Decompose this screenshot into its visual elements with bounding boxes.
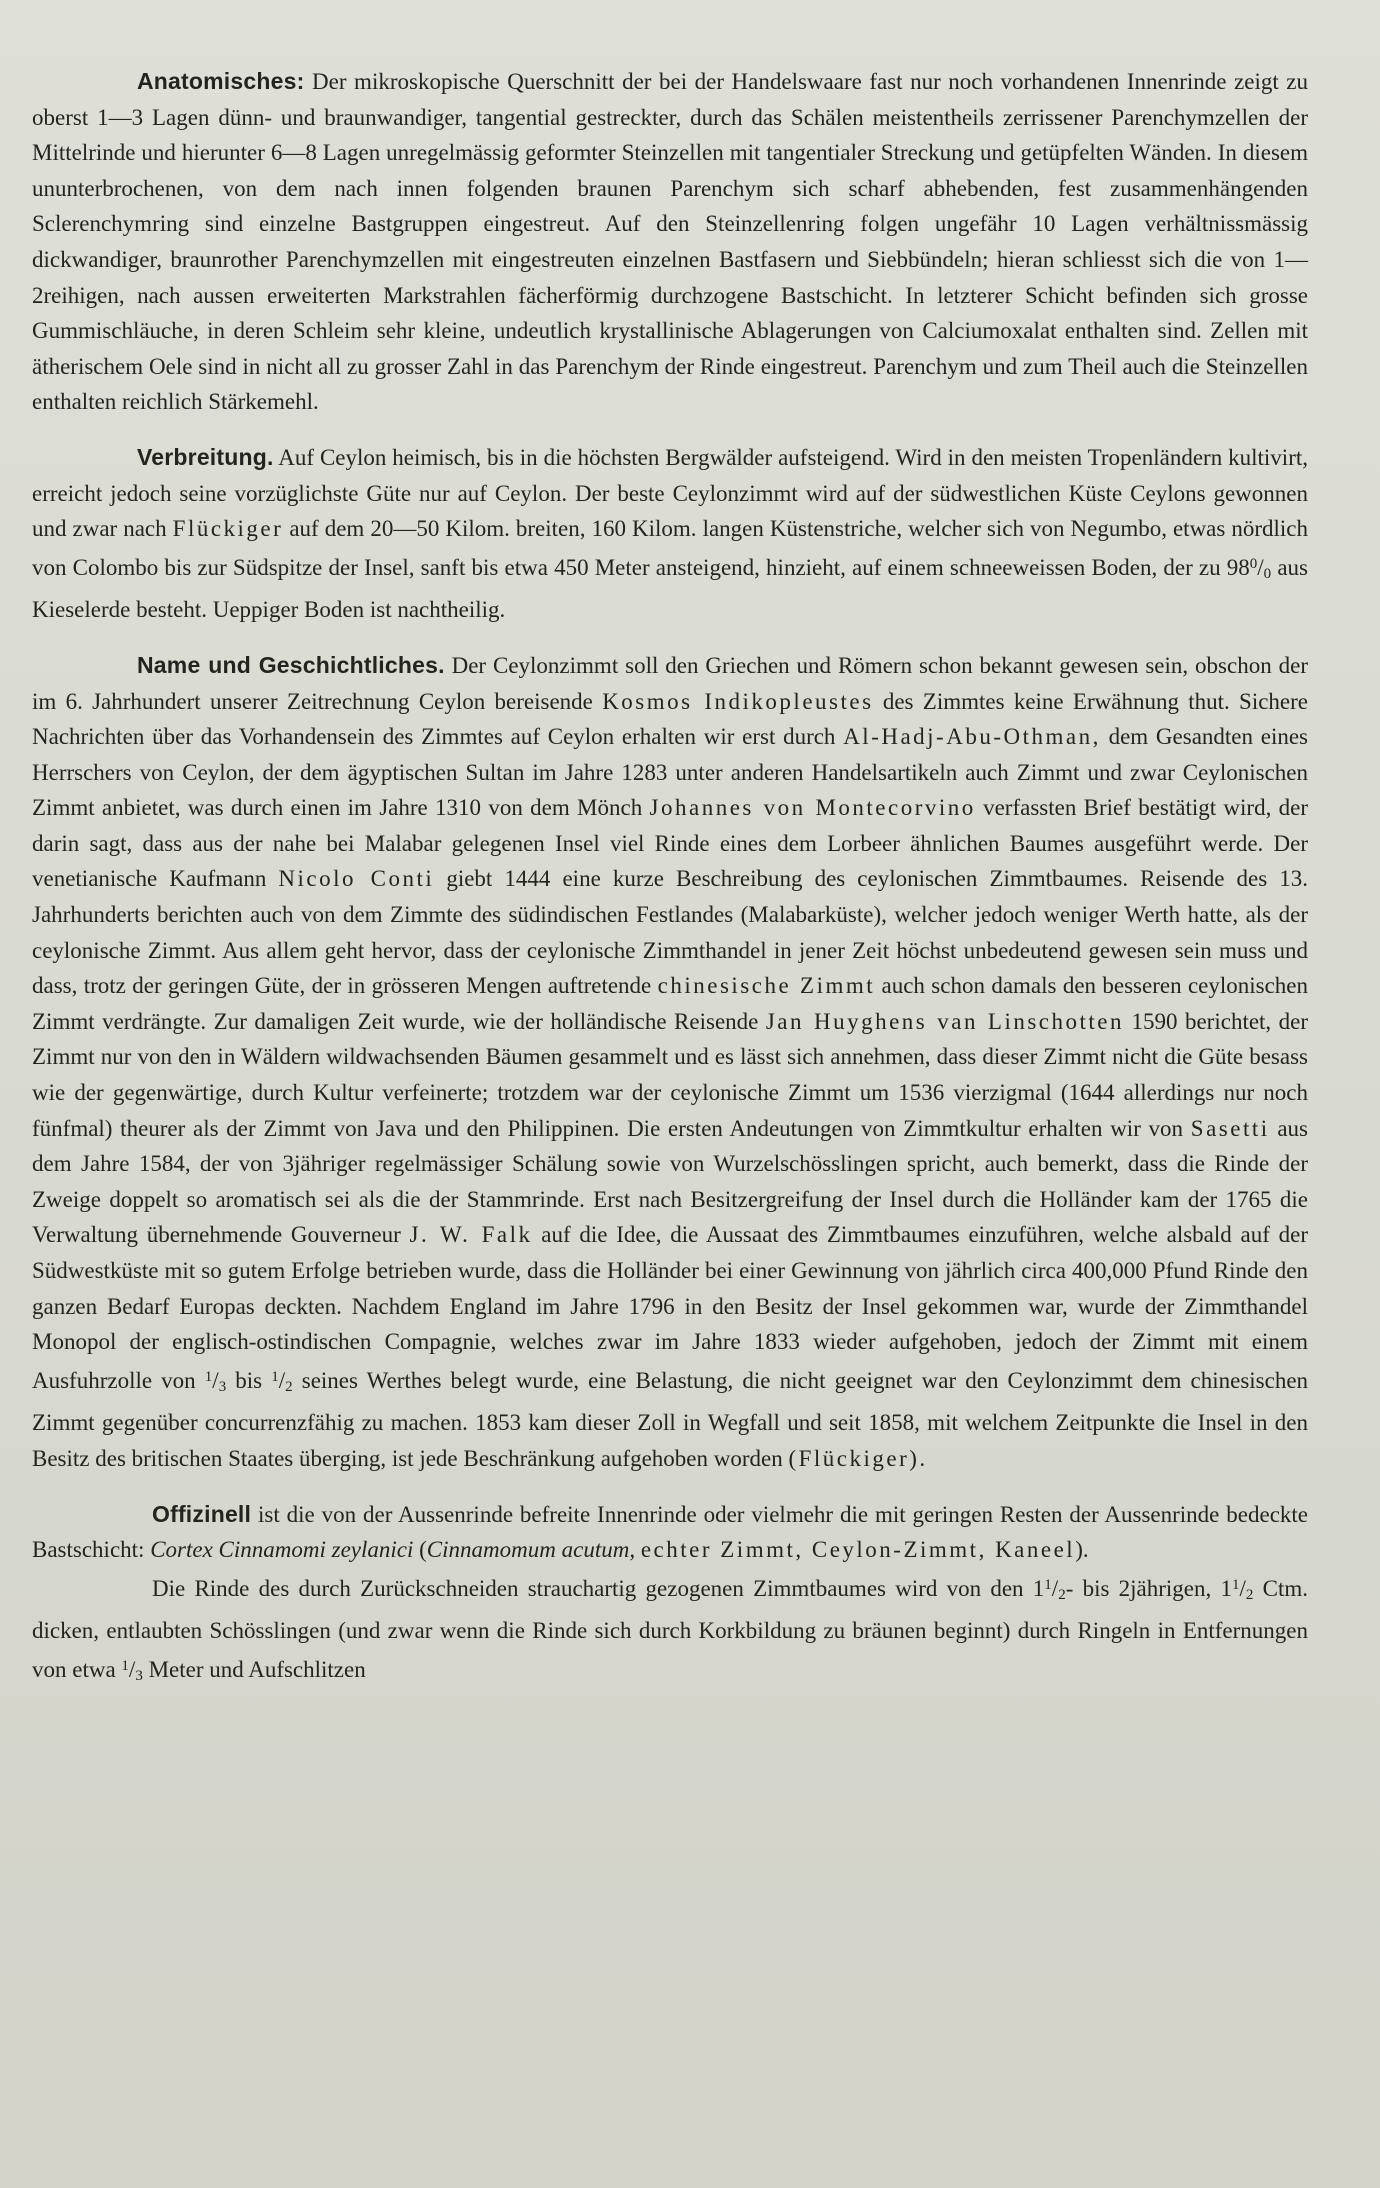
verbreitung-text-b: auf dem 20—50 Kilom. breiten, 160 Kilom. langen Küstenstriche, welcher sich von Negumbo, etwas nördlich von Colombo bis zur Südspitze der Insel, sanft bis etwa 450 Meter ansteigend, hinzieht, auf einem schneeweissen Boden, der zu 98 bbox=[32, 516, 1308, 580]
heading-geschichte: Name und Geschichtliches. bbox=[137, 651, 445, 678]
heading-anatomisches: Anatomisches: bbox=[137, 68, 305, 94]
geschichte-text-7: 1590 berichtet, der Zimmt nur von den in Wäldern wildwachsenden Bäumen gesammelt und es lässt sich annehmen, dass dieser Zimmt nicht die Güte besass wie der gegenwärtige, durch Kultur verfeinerte; trotzdem war der ceylonische Zimmt um 1536 vierzigmal (1644 allerdings nur noch fünfmal) theurer als der Zimmt von Java und den Philippinen. Die ersten Andeutungen von Zimmtkultur erhalten wir von bbox=[32, 1008, 1309, 1141]
name-sasetti: Sasetti bbox=[1190, 1115, 1270, 1141]
name-kosmos: Kosmos Indikopleustes bbox=[602, 688, 874, 714]
name-al-hadj: Al-Hadj-Abu-Othman, bbox=[843, 724, 1101, 750]
geschichte-text-3: dem Gesandten eines Herrschers von Ceylon, der dem ägyptischen Sultan im Jahre 1283 unter anderen Handelsartikeln auch Zimmt und zwar Ceylonischen Zimmt anbietet, was durch einen im Jahre 1310 von dem Mönch bbox=[32, 724, 1309, 821]
rinde-text-4: Meter und Aufschlitzen bbox=[148, 1656, 366, 1682]
rinde-number-1: 1 bbox=[1032, 1575, 1045, 1601]
rinde-text-1: Die Rinde des durch Zurückschneiden strauchartig gezogenen Zimmtbaumes wird von den bbox=[152, 1575, 1024, 1601]
rinde-frac-2-den: 2 bbox=[1245, 1586, 1254, 1603]
latin-name-1: Cortex Cinnamomi zeylanici bbox=[150, 1537, 414, 1563]
percent-subscript: 0 bbox=[1263, 565, 1272, 582]
percent-superscript: 0 bbox=[1249, 555, 1258, 572]
paragraph-offizinell bbox=[32, 1497, 1308, 1568]
name-flueckiger: Flückiger bbox=[172, 516, 284, 542]
rinde-frac-1-num: 1 bbox=[1044, 1576, 1052, 1593]
geschichte-text-9: auf die Idee, die Aussaat des Zimmtbaumes einzuführen, welche alsbald auf der Südwestküste mit so gutem Erfolge betrieben wurde, dass die Holländer bei einer Gewinnung von jährlich circa 400,000 Pfund Rinde den ganzen Bedarf Europas deckten. Nachdem England im Jahre 1796 in den Besitz der Insel gekommen war, wurde der Zimmthandel Monopol der englisch-ostindischen Compagnie, welches zwar im Jahre 1833 wieder aufgehoben, jedoch der Zimmt mit einem Ausfuhrzolle von bbox=[32, 1222, 1309, 1393]
geschichte-text-6: auch schon damals den besseren ceylonischen Zimmt verdrängte. Zur damaligen Zeit wurde, wie der holländische Reisende bbox=[32, 973, 1309, 1034]
geschichte-text-2: des Zimmtes keine Erwähnung thut. Sichere Nachrichten über das Vorhandensein des Zimmtes auf Ceylon erhalten wir erst durch bbox=[32, 688, 1309, 750]
geschichte-text-5: giebt 1444 eine kurze Beschreibung des ceylonischen Zimmtbaumes. Reisende des 13. Jahrhunderts berichten auch von dem Zimmte des südindischen Festlandes (Malabarküste), welcher jedoch weniger Werth hatte, als der ceylonische Zimmt. Aus allem geht hervor, dass der ceylonische Zimmthandel in jener Zeit höchst unbedeutend gewesen sein muss und dass, trotz der geringen Güte, der in grösseren Mengen auftretende bbox=[32, 866, 1309, 999]
fraction-b-numerator: 1 bbox=[271, 1368, 279, 1385]
rinde-frac-2-num: 1 bbox=[1232, 1576, 1240, 1593]
geschichte-text-4: verfassten Brief bestätigt wird, der darin sagt, dass aus der nahe bei Malabar gelegenen Insel viel Rinde eines dem Lorbeer ähnlichen Baumes ausgeführt werde. Der venetianische Kaufmann bbox=[32, 795, 1309, 892]
geschichte-text-1: Der Ceylonzimmt soll den Griechen und Römern schon bekannt gewesen sein, obschon der im 6. Jahrhundert unserer Zeitrechnung Ceylon bereisende bbox=[32, 652, 1308, 714]
rinde-text-3: Ctm. dicken, entlaubten Schösslingen (und zwar wenn die Rinde sich durch Korkbildung zu bräunen beginnt) durch Ringeln in Entfernungen von etwa bbox=[32, 1575, 1309, 1682]
verbreitung-text-a: Auf Ceylon heimisch, bis in die höchsten Bergwälder aufsteigend. Wird in den meisten Tropenländern kultivirt, erreicht jedoch seine vorzüglichste Güte nur auf Ceylon. Der beste Ceylonzimmt wird auf der südwestlichen Küste Ceylons gewonnen und zwar nach bbox=[32, 444, 1308, 542]
name-chinesische-zimmt: chinesische Zimmt bbox=[657, 973, 876, 999]
fraction-a-denominator: 3 bbox=[218, 1378, 227, 1395]
fraction-a-numerator: 1 bbox=[204, 1368, 213, 1385]
rinde-frac-1-den: 2 bbox=[1058, 1586, 1066, 1603]
rinde-text-2: - bis 2jährigen, bbox=[1065, 1575, 1212, 1601]
name-nicolo-conti: Nicolo Conti bbox=[278, 866, 435, 892]
name-falk: J. W. Falk bbox=[409, 1222, 533, 1248]
open-paren: ( bbox=[419, 1537, 427, 1563]
offizinell-text: ist die von der Aussenrinde befreite Innenrinde oder vielmehr die mit geringen Resten der Aussenrinde bedeckte Bastschicht: bbox=[32, 1501, 1308, 1563]
latin-name-2: Cinnamomum acutum, bbox=[426, 1537, 636, 1563]
verbreitung-text-c: aus Kieselerde besteht. Ueppiger Boden ist nachtheilig. bbox=[32, 554, 1308, 623]
heading-offizinell: Offizinell bbox=[152, 1500, 252, 1527]
rinde-frac-3-num: 1 bbox=[121, 1657, 129, 1674]
fraction-b-denominator: 2 bbox=[285, 1378, 293, 1395]
geschichte-text-8: aus dem Jahre 1584, der von 3jähriger regelmässiger Schälung sowie von Wurzelschösslingen spricht, auch bemerkt, dass die Rinde der Zweige doppelt so aromatisch sei als die der Stammrinde. Erst nach Besitzergreifung der Insel durch die Holländer kam der 1765 die Verwaltung übernehmende Gouverneur bbox=[32, 1115, 1309, 1248]
geschichte-text-11: seines Werthes belegt wurde, eine Belastung, die nicht geeignet war den Ceylonzimmt dem chinesischen Zimmt gegenüber concurrenzfähig zu machen. 1853 kam dieser Zoll in Wegfall und seit 1858, mit welchem Zeitpunkte die Insel in den Besitz des britischen Staates überging, ist jede Beschränkung aufgehoben worden bbox=[32, 1367, 1309, 1471]
anatomisches-text: Der mikroskopische Querschnitt der bei der Handelswaare fast nur noch vorhandenen Innenrinde zeigt zu oberst 1—3 Lagen dünn- und braunwandiger, tangential gestreckter, durch das Schälen meistentheils zerrissener Parenchymzellen der Mittelrinde und hierunter 6—8 Lagen unregelmässig geformter Steinzellen mit tangentialer Streckung und getüpfelten Wänden. In diesem ununterbrochenen, von dem nach innen folgenden braunen Parenchym sich scharf abhebenden, fest zusammenhängenden Sclerenchymring sind einzelne Bastgruppen eingestreut. Auf den Steinzellenring folgen ungefähr 10 Lagen verhältnissmässig dickwandiger, braunrother Parenchymzellen mit eingestreuten einzelnen Bastfasern und Siebbündeln; hieran schliesst sich die von 1—2reihigen, nach aussen erweiterten Markstrahlen fächerförmig durchzogene Bastschicht. In letzterer Schicht befinden sich grosse Gummischläuche, in deren Schleim sehr kleine, undeutlich krystallinische Ablagerungen von Calciumoxalat enthalten sind. Zellen mit ätherischem Oele sind in nicht all zu grosser Zahl in das Parenchym der Rinde eingestreut. Parenchym und zum Theil auch die Steinzellen enthalten reichlich Stärkemehl. bbox=[32, 69, 1309, 415]
heading-verbreitung: Verbreitung. bbox=[137, 443, 274, 470]
paragraph-anatomisches bbox=[32, 64, 1308, 420]
geschichte-text-10: bis bbox=[235, 1367, 263, 1393]
common-names: echter Zimmt, Ceylon-Zimmt, Kaneel bbox=[640, 1537, 1076, 1563]
paragraph-geschichte: Name und Geschichtliches. Der Ceylonzimmt soll den Griechen und Römern schon bekannt gewesen sein, obschon der im 6. Jahrhundert unserer Zeitrechnung Ceylon bereisende Kosmos Indikopleustes des Zimmtes keine Erwähnung thut. Sichere Nachrichten über das Vorhandensein des Zimmtes auf Ceylon erhalten wir erst durch Al-Hadj-Abu-Othman, dem Gesandten eines Herrschers von Ceylon, der dem ägyptischen Sultan im Jahre 1283 unter anderen Handelsartikeln auch Zimmt und zwar Ceylonischen Zimmt anbietet, was durch einen im Jahre 1310 von dem Mönch Johannes von Montecorvino verfassten Brief bestätigt wird, der darin sagt, dass aus der nahe bei Malabar gelegenen Insel viel Rinde eines dem Lorbeer ähnlichen Baumes ausgeführt werde. Der venetianische Kaufmann Nicolo Conti giebt 1444 eine kurze Beschreibung des ceylonischen Zimmtbaumes. Reisende des 13. Jahrhunderts berichten auch von dem Zimmte des südindischen Festlandes (Malabarküste), welcher jedoch weniger Werth hatte, als der ceylonische Zimmt. Aus allem geht hervor, dass der ceylonische Zimmthandel in jener Zeit höchst unbedeutend gewesen sein muss und dass, trotz der geringen Güte, der in grösseren Mengen auftretende chinesische Zimmt auch schon damals den besseren ceylonischen Zimmt verdrängte. Zur damaligen Zeit wurde, wie der holländische Reisende Jan Huyghens van Linschotten 1590 berichtet, der Zimmt nur von den in Wäldern wildwachsenden Bäumen gesammelt und es lässt sich annehmen, dass dieser Zimmt nicht die Güte besass wie der gegenwärtige, durch Kultur verfeinerte; trotzdem war der ceylonische Zimmt um 1536 vierzigmal (1644 allerdings nur noch fünfmal) theurer als der Zimmt von Java und den Philippinen. Die ersten Andeutungen von Zimmtkultur erhalten wir von Sasetti aus dem Jahre 1584, der von 3jähriger regelmässiger Schälung sowie von Wurzelschösslingen spricht, auch bemerkt, dass die Rinde der Zweige doppelt so aromatisch sei als die der Stammrinde. Erst nach Besitzergreifung der Insel durch die Holländer kam der 1765 die Verwaltung übernehmende Gouverneur J. W. Falk auf die Idee, die Aussaat des Zimmtbaumes einzuführen, welche alsbald auf der Südwestküste mit so gutem Erfolge betrieben wurde, dass die Holländer bei einer Gewinnung von jährlich circa 400,000 Pfund Rinde den ganzen Bedarf Europas deckten. Nachdem England im Jahre 1796 in den Besitz der Insel gekommen war, wurde der Zimmthandel Monopol der englisch-ostindischen Compagnie, welches zwar im Jahre 1833 wieder aufgehoben, jedoch der Zimmt mit einem Ausfuhrzolle von $^1$/3 bis $^1$/2 seines Werthes belegt wurde, eine Belastung, die nicht geeignet war den Ceylonzimmt dem chinesischen Zimmt gegenüber concurrenzfähig zu machen. 1853 kam dieser Zoll in Wegfall und seit 1858, mit welchem Zeitpunkte die Insel in den Besitz des britischen Staates überging, ist jede Beschränkung aufgehoben worden (Flückiger). bbox=[32, 651, 1309, 1471]
name-johannes: Johannes von Montecorvino bbox=[649, 795, 976, 821]
paragraph-rinde: Die Rinde des durch Zurückschneiden strauchartig gezogenen Zimmtbaumes wird von den $1^1/2-$ bis 2jährigen, $1^1/2$ Ctm. dicken, entlaubten Schösslingen (und zwar wenn die Rinde sich durch Korkbildung zu bräunen beginnt) durch Ringeln in Entfernungen von etwa $^1$/3 Meter und Aufschlitzen bbox=[32, 1575, 1309, 1684]
rinde-number-2: 1 bbox=[1220, 1575, 1233, 1601]
paragraph-verbreitung: Verbreitung. Auf Ceylon heimisch, bis in die höchsten Bergwälder aufsteigend. Wird in den meisten Tropenländern kultivirt, erreicht jedoch seine vorzüglichste Güte nur auf Ceylon. Der beste Ceylonzimmt wird auf der südwestlichen Küste Ceylons gewonnen und zwar nach Flückiger auf dem 20—50 Kilom. breiten, 160 Kilom. langen Küstenstriche, welcher sich von Negumbo, etwas nördlich von Colombo bis zur Südspitze der Insel, sanft bis etwa 450 Meter ansteigend, hinzieht, auf einem schneeweissen Boden, der zu $98^0/0$ aus Kieselerde besteht. Ueppiger Boden ist nachtheilig. bbox=[32, 443, 1308, 623]
name-linschotten: Jan Huyghens van Linschotten bbox=[765, 1008, 1125, 1034]
close-paren: ). bbox=[1075, 1537, 1089, 1563]
name-flueckiger-2: (Flückiger). bbox=[788, 1445, 928, 1471]
rinde-frac-3-den: 3 bbox=[135, 1667, 143, 1684]
